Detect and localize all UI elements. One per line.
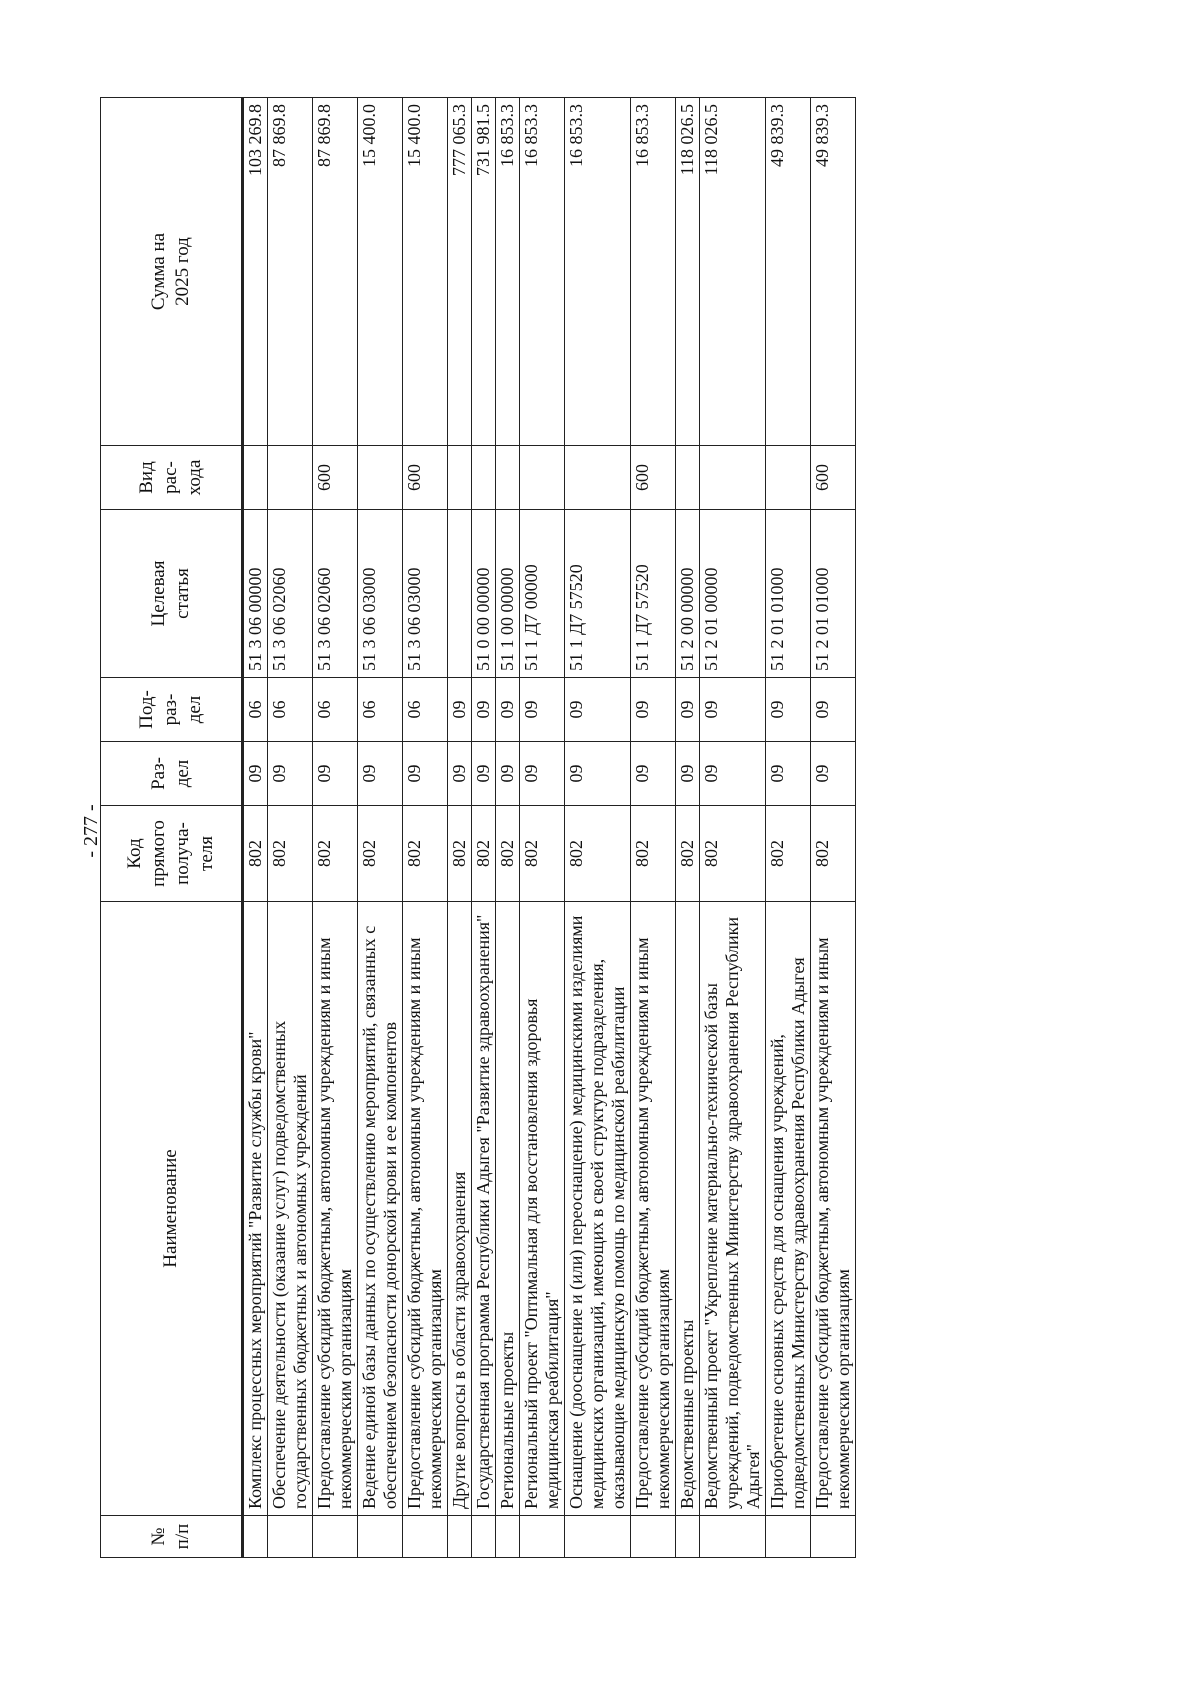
cell-section: 09 [565,742,631,806]
cell-recipient-code: 802 [358,806,403,902]
cell-num [268,1516,313,1558]
cell-num [403,1516,448,1558]
cell-num [811,1516,856,1558]
cell-subsection: 09 [676,678,700,742]
cell-recipient-code: 802 [313,806,358,902]
cell-expense-type [268,446,313,510]
cell-name: Другие вопросы в области здравоохранения [448,902,472,1516]
cell-amount: 731 981.5 [472,98,496,446]
cell-recipient-code: 802 [403,806,448,902]
table-row [448,98,472,1558]
cell-section: 09 [631,742,676,806]
cell-target-article [448,510,472,678]
cell-expense-type [565,446,631,510]
cell-section: 09 [243,742,268,806]
cell-amount: 15 400.0 [358,98,403,446]
table-row [700,98,766,1558]
cell-section: 09 [358,742,403,806]
table-row [268,98,313,1558]
cell-recipient-code: 802 [496,806,520,902]
cell-target-article: 51 3 06 03000 [403,510,448,678]
header-line: Сумма на [148,232,169,311]
cell-section: 09 [403,742,448,806]
cell-recipient-code: 802 [631,806,676,902]
header-line: Вид [136,461,157,494]
header-line: п/п [172,1523,193,1550]
cell-recipient-code: 802 [268,806,313,902]
cell-amount: 15 400.0 [403,98,448,446]
header-line: теля [196,836,217,871]
cell-num [243,1516,268,1558]
header-num [101,1516,243,1558]
cell-subsection: 06 [358,678,403,742]
cell-recipient-code: 802 [676,806,700,902]
cell-target-article: 51 1 Д7 57520 [565,510,631,678]
cell-expense-type: 600 [631,446,676,510]
cell-num [313,1516,358,1558]
cell-target-article: 51 3 06 00000 [243,510,268,678]
header-line: дел [184,695,205,724]
header-line: раз- [160,693,181,726]
cell-amount: 16 853.3 [496,98,520,446]
table-row [243,98,268,1558]
cell-expense-type: 600 [403,446,448,510]
cell-subsection: 06 [243,678,268,742]
cell-expense-type [358,446,403,510]
cell-name: Обеспечение деятельности (оказание услуг) подведомственных государственных бюджетных и автономных учреждений [268,902,313,1516]
cell-target-article: 51 3 06 03000 [358,510,403,678]
cell-name: Государственная программа Республики Адыгея "Развитие здравоохранения" [472,902,496,1516]
cell-subsection: 09 [631,678,676,742]
cell-name: Оснащение (дооснащение и (или) переоснащение) медицинскими изделиями медицинских организаций, имеющих в своей структуре подразделения, оказывающие медицинскую помощь по медицинской реабилитации [565,902,631,1516]
cell-amount: 118 026.5 [700,98,766,446]
table-row [676,98,700,1558]
header-line: Раз- [148,757,169,790]
cell-amount: 16 853.3 [631,98,676,446]
cell-num [766,1516,811,1558]
cell-recipient-code: 802 [448,806,472,902]
budget-table [100,97,856,1558]
cell-amount: 118 026.5 [676,98,700,446]
header-section [101,742,243,806]
header-expense [101,446,243,510]
cell-name: Предоставление субсидий бюджетным, автономным учреждениям и иным некоммерческим организациям [313,902,358,1516]
cell-target-article: 51 3 06 02060 [268,510,313,678]
header-line: рас- [160,461,181,494]
cell-amount: 16 853.3 [520,98,565,446]
cell-amount: 87 869.8 [313,98,358,446]
header-recipient [101,806,243,902]
cell-expense-type [472,446,496,510]
cell-expense-type: 600 [811,446,856,510]
header-row [101,98,243,1558]
cell-amount: 16 853.3 [565,98,631,446]
table-row [766,98,811,1558]
cell-num [448,1516,472,1558]
cell-subsection: 09 [766,678,811,742]
cell-num [565,1516,631,1558]
cell-expense-type [520,446,565,510]
cell-num [676,1516,700,1558]
cell-target-article: 51 1 00 00000 [496,510,520,678]
cell-subsection: 09 [700,678,766,742]
cell-name: Комплекс процессных мероприятий "Развитие службы крови" [243,902,268,1516]
cell-num [631,1516,676,1558]
cell-section: 09 [268,742,313,806]
table-header [101,98,243,1558]
header-name [101,902,243,1516]
cell-recipient-code: 802 [811,806,856,902]
cell-expense-type [448,446,472,510]
cell-name: Предоставление субсидий бюджетным, автономным учреждениям и иным некоммерческим организациям [811,902,856,1516]
header-line: прямого [148,820,169,887]
header-line: статья [172,568,193,619]
cell-subsection: 09 [472,678,496,742]
cell-target-article: 51 0 00 00000 [472,510,496,678]
cell-name: Ведомственные проекты [676,902,700,1516]
cell-name: Предоставление субсидий бюджетным, автономным учреждениям и иным некоммерческим организациям [631,902,676,1516]
cell-amount: 777 065.3 [448,98,472,446]
table-row [496,98,520,1558]
cell-section: 09 [472,742,496,806]
cell-name: Приобретение основных средств для оснащения учреждений, подведомственных Министерству здравоохранения Республики Адыгея [766,902,811,1516]
cell-num [496,1516,520,1558]
cell-expense-type [700,446,766,510]
cell-num [520,1516,565,1558]
cell-expense-type: 600 [313,446,358,510]
table-row [313,98,358,1558]
header-line: 2025 год [172,237,193,306]
table-row [472,98,496,1558]
cell-target-article: 51 2 00 00000 [676,510,700,678]
cell-section: 09 [811,742,856,806]
cell-section: 09 [313,742,358,806]
table-row [358,98,403,1558]
table-body [243,98,856,1558]
header-line: Наименование [160,1149,181,1268]
cell-section: 09 [496,742,520,806]
table-row [565,98,631,1558]
cell-subsection: 06 [268,678,313,742]
cell-recipient-code: 802 [520,806,565,902]
cell-num [358,1516,403,1558]
cell-target-article: 51 2 01 01000 [811,510,856,678]
cell-amount: 49 839.3 [811,98,856,446]
header-amount [101,98,243,446]
table-row [520,98,565,1558]
cell-target-article: 51 3 06 02060 [313,510,358,678]
header-line: № [148,1527,169,1546]
header-line: получа- [172,822,193,885]
cell-subsection: 09 [811,678,856,742]
header-line: Под- [136,690,157,729]
cell-subsection: 09 [565,678,631,742]
cell-amount: 103 269.8 [243,98,268,446]
cell-target-article: 51 1 Д7 00000 [520,510,565,678]
cell-amount: 49 839.3 [766,98,811,446]
table-row [811,98,856,1558]
cell-subsection: 06 [403,678,448,742]
header-line: дел [172,759,193,788]
cell-target-article: 51 2 01 01000 [766,510,811,678]
cell-expense-type [243,446,268,510]
cell-section: 09 [520,742,565,806]
cell-name: Предоставление субсидий бюджетным, автономным учреждениям и иным некоммерческим организациям [403,902,448,1516]
cell-target-article: 51 2 01 00000 [700,510,766,678]
cell-amount: 87 869.8 [268,98,313,446]
table-row [631,98,676,1558]
page-number: - 277 - [80,804,102,858]
cell-recipient-code: 802 [766,806,811,902]
cell-recipient-code: 802 [565,806,631,902]
table-row [403,98,448,1558]
cell-name: Ведение единой базы данных по осуществлению мероприятий, связанных с обеспечением безопасности донорской крови и ее компонентов [358,902,403,1516]
cell-target-article: 51 1 Д7 57520 [631,510,676,678]
cell-subsection: 09 [448,678,472,742]
cell-name: Региональный проект "Оптимальная для восстановления здоровья медицинская реабилитация" [520,902,565,1516]
header-target [101,510,243,678]
cell-name: Ведомственный проект "Укрепление материально-технической базы учреждений, подведомственных Министерству здравоохранения Республики Адыгея" [700,902,766,1516]
cell-expense-type [766,446,811,510]
cell-section: 09 [700,742,766,806]
cell-recipient-code: 802 [472,806,496,902]
cell-section: 09 [676,742,700,806]
header-subsection [101,678,243,742]
cell-recipient-code: 802 [700,806,766,902]
cell-expense-type [496,446,520,510]
cell-num [472,1516,496,1558]
cell-subsection: 09 [496,678,520,742]
header-line: хода [184,459,205,496]
cell-name: Региональные проекты [496,902,520,1516]
header-line: Целевая [148,560,169,627]
cell-section: 09 [448,742,472,806]
cell-recipient-code: 802 [243,806,268,902]
cell-expense-type [676,446,700,510]
cell-num [700,1516,766,1558]
cell-section: 09 [766,742,811,806]
header-line: Код [124,838,145,869]
cell-subsection: 09 [520,678,565,742]
cell-subsection: 06 [313,678,358,742]
